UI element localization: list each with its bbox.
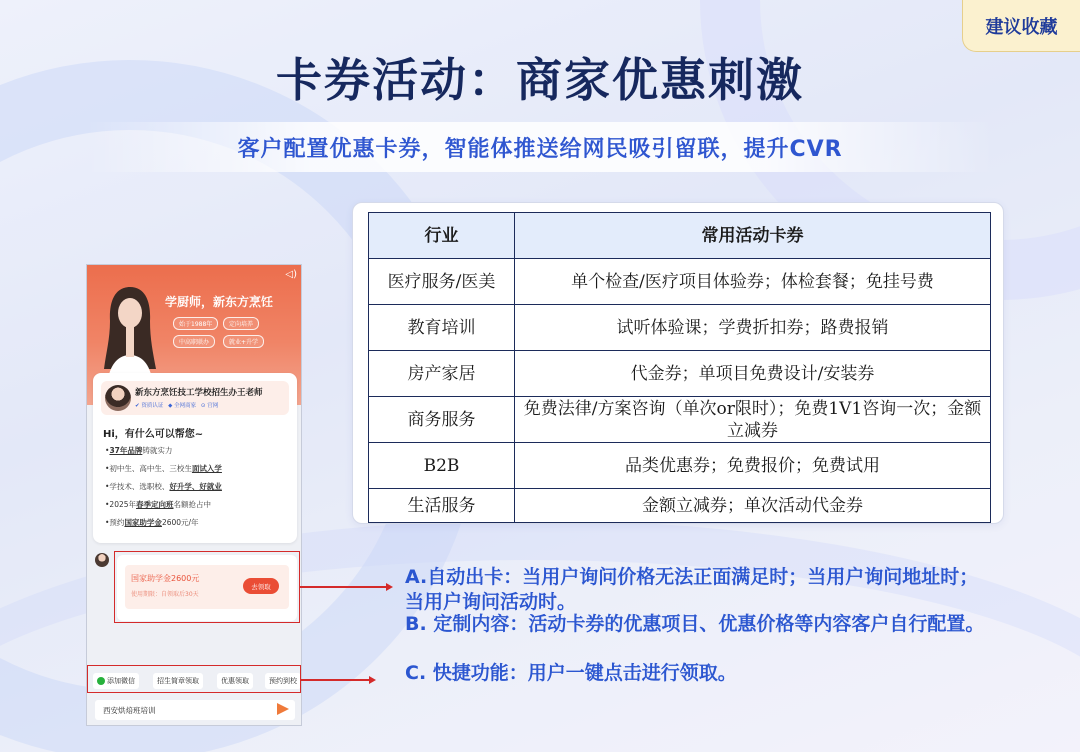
hero-tag: 定向培养 [223, 317, 259, 330]
hero-tag: 就业+升学 [223, 335, 264, 348]
table-row [369, 305, 991, 351]
coupons-cell: 金额立减券；单次活动代金券 [515, 489, 991, 523]
table-panel [352, 202, 1004, 524]
hero-tag: 中高职联办 [173, 335, 215, 348]
industry-cell: 教育培训 [369, 305, 515, 351]
coupons-cell: 试听体验课；学费折扣券；路费报销 [515, 305, 991, 351]
coupon-validity: 使用期限：自领取后30天 [131, 591, 199, 598]
claim-coupon-button[interactable]: 去领取 [243, 578, 279, 594]
feature-line: •初中生、高中生、三校生面试入学 [105, 464, 222, 473]
quick-actions-highlight-box [87, 665, 301, 693]
coupon-table [368, 212, 991, 523]
bookmark-badge: 建议收藏 [962, 0, 1080, 52]
quick-action-add-wechat[interactable]: 添加微信 [93, 673, 139, 689]
header-coupons: 常用活动卡券 [515, 213, 991, 259]
table-row [369, 351, 991, 397]
industry-cell: B2B [369, 443, 515, 489]
official-badge: ⊙ 官网 [200, 403, 219, 409]
feature-line: •37年品牌铸就实力 [105, 446, 173, 455]
header-industry: 行业 [369, 213, 515, 259]
arrow-line [301, 679, 369, 681]
quick-action-book-visit[interactable]: 预约到校 [265, 673, 301, 689]
avatar [95, 553, 109, 567]
speaker-icon[interactable]: ◁) [285, 269, 297, 280]
coupon-highlight-box [114, 551, 300, 623]
table-row [369, 489, 991, 523]
coupons-cell: 代金券；单项目免费设计/安装券 [515, 351, 991, 397]
subtitle-band [86, 122, 994, 172]
coupons-cell: 单个检查/医疗项目体验券；体检套餐；免挂号费 [515, 259, 991, 305]
greeting: Hi，有什么可以帮您~ [103, 429, 204, 440]
coupon-title: 国家助学金2600元 [131, 574, 200, 583]
chat-message-card [93, 373, 297, 543]
feature-line: •预约国家助学金2600元/年 [105, 518, 199, 527]
send-icon[interactable] [277, 703, 289, 715]
hero-tag: 始于1988年 [173, 317, 218, 330]
verified-badge: ✔ 资质认证 [135, 403, 164, 409]
verification-badges [135, 401, 221, 409]
table-header-row [369, 213, 991, 259]
page-title: 卡券活动：商家优惠刺激 [276, 53, 804, 107]
note-b: B. 定制内容：活动卡券的优惠项目、优惠价格等内容客户自行配置。 [405, 613, 985, 635]
industry-cell: 生活服务 [369, 489, 515, 523]
feature-line: •学技术、选职校、好升学、好就业 [105, 482, 222, 491]
arrow-line [300, 586, 386, 588]
quick-action-brochure[interactable]: 招生简章领取 [153, 673, 203, 689]
industry-cell: 医疗服务/医美 [369, 259, 515, 305]
note-c: C. 快捷功能：用户一键点击进行领取。 [405, 662, 737, 684]
arrow-head-icon [386, 583, 393, 591]
avatar [105, 385, 131, 411]
chat-input-text: 西安烘焙班培训 [103, 706, 156, 715]
school-header[interactable] [101, 381, 289, 415]
school-name: 新东方烹饪技工学校招生办王老师 [135, 388, 263, 398]
page-subtitle: 客户配置优惠卡券，智能体推送给网民吸引留联，提升CVR [237, 136, 843, 162]
note-a-line2: 当用户询问活动时。 [405, 591, 577, 613]
table-row [369, 259, 991, 305]
hero-title: 学厨师，新东方烹饪 [165, 295, 274, 309]
table-row [369, 397, 991, 443]
industry-cell: 商务服务 [369, 397, 515, 443]
chat-input[interactable] [95, 700, 295, 720]
note-a-line1: A.自动出卡：当用户询问价格无法正面满足时；当用户询问地址时； [405, 566, 979, 588]
feature-line: •2025年春季定向班名额抢占中 [105, 500, 212, 509]
arrow-head-icon [369, 676, 376, 684]
coupons-cell: 品类优惠券；免费报价；免费试用 [515, 443, 991, 489]
quick-action-discount[interactable]: 优惠领取 [217, 673, 253, 689]
table-row [369, 443, 991, 489]
phone-mockup [86, 264, 302, 726]
industry-cell: 房产家居 [369, 351, 515, 397]
merchant-badge: ◆ 全网商家 [168, 403, 197, 409]
coupons-cell: 免费法律/方案咨询（单次or限时）；免费1V1咨询一次；金额立减券 [515, 397, 991, 443]
